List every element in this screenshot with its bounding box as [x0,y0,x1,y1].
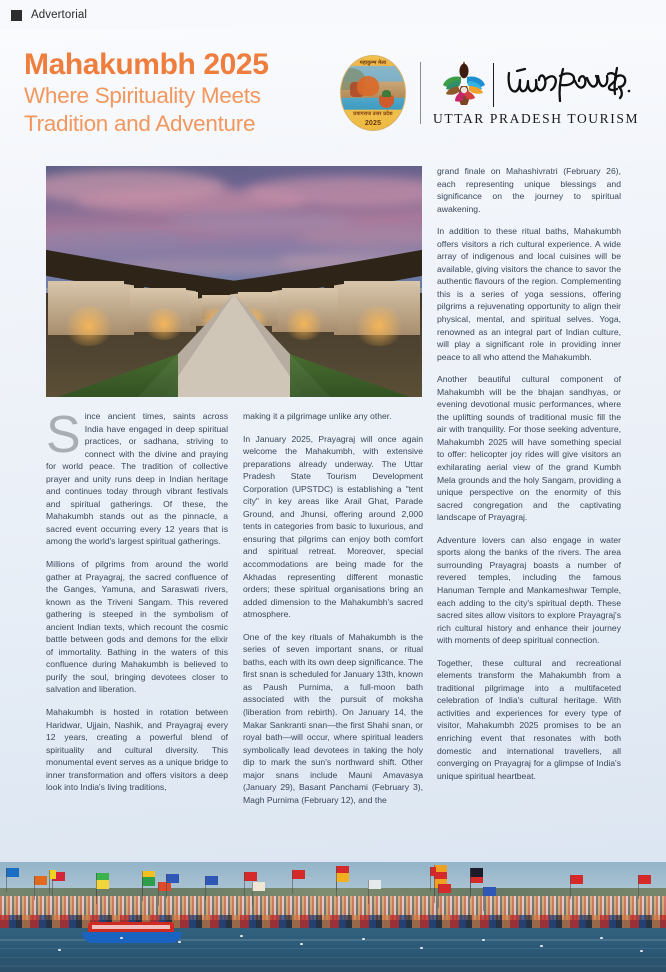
uttar-pradesh-tourism-logo [433,60,639,127]
sangam-boats-crowd-photo [0,862,666,972]
up-tourism-wordmark: UTTAR PRADESH TOURISM [433,110,640,126]
paragraph: Another beautiful cultural component of Mahakumbh will be the bhajan sandhyas, or evening devotional music performances, where the uplifting sounds of traditional music fill the air with tranquility. For those seeking adventure, Mahakumbh 2025 will have something special to offer: helicopter joy rides will give visitors an exhilarating aerial view of the grand Kumbh Mela grounds and the holy Sangam, providing a unique perspective on the enormity of this sacred congregation and the captivating landscape of Prayagraj. [437,374,621,523]
page-subtitle-line2: Tradition and Adventure [24,110,256,136]
logo-inner-divider [493,63,494,107]
page-header [0,30,666,152]
page-title: Mahakumbh 2025 [24,48,269,81]
paragraph: Adventure lovers can also engage in water sports along the banks of the rivers. The area surrounding Prayagraj boasts a number of revered temples, including the famous Hanuman Temple and Mankameshwar Temple, each adding to the city's spiritual depth. These sacred sites allow visitors to explore Prayagraj's rich cultural history and enhance their journey with moments of deep spiritual connection. [437,534,621,646]
advertorial-bar [0,0,666,30]
logo-divider [420,62,421,124]
advertorial-label: Advertorial [31,9,88,21]
article-column-1 [46,406,228,804]
paragraph [46,406,228,548]
passenger-boat [82,921,182,943]
paragraph: In addition to these ritual baths, Mahakumbh offers visitors a rich cultural experience. A wide array of indigenous and local cuisines will be available, giving visitors the chance to savor the authentic flavours of the region. Complementing this is a series of yoga sessions, offering pilgrims a rejuvenating opportunity to align their physical, mental, and spiritual selves. Yoga, renowned as an integral part of Indian culture, will play a significant role in providing inner peace to all who attend the Mahakumbh. [437,226,621,362]
emblem-top-text: महाकुम्भ मेला [359,60,387,66]
paragraph: making it a pilgrimage unlike any other. [243,411,392,421]
paragraph: In January 2025, Prayagraj will once again welcome the Mahakumbh, with extensive preparations already underway. The Uttar Pradesh State Tourism Development Corporation (UPSTDC) is establishing a "tent city" in key areas like Arail Ghat, Parade Ground, and Jhunsi, offering around 2,000 tents in categories from basic to luxurious, and ensuring that pilgrims can enjoy both comfort and spiritual retreat. Moreover, special accommodations are being made for the Akhadas representing different monastic orders; these spiritual organisations bring an added dimension to the Mahakumbh's sacred atmosphere. [243,433,423,620]
tent-city-at-dusk-photo [46,166,422,397]
article-content [0,152,666,862]
mahakumbh-emblem-icon [340,55,406,131]
filled-square-icon [11,10,22,21]
paragraph: grand finale on Mahashivratri (February 26), each representing unique blessings and significance on the journey to spiritual awakening. [437,166,621,214]
paragraph: One of the key rituals of Mahakumbh is the series of seven important snans, or ritual baths, each with its own deep significance. The first snan is scheduled for January 13th, known as Paush Purnima, a full-moon bath associated with the pursuit of moksha (liberation from rebirth). On January 14, the Makar Sankranti snan—the first Shahi snan, or royal bath—will occur, where spiritual leaders symbolically lead devotees in taking the holy dip to mark the sun's northward shift. Other major snans include Mauni Amavasya (January 29), Basant Panchami (February 3), Magh Purnima (February 12), and the [243,631,423,805]
paragraph: Mahakumbh is hosted in rotation between Haridwar, Ujjain, Nashik, and Prayagraj every 12 years, creating a powerful blend of spirituality and cultural diversity. This monumental event serves as a unique bridge to inner transformation and offers visitors a deep look into India's living traditions, [46,707,228,793]
uttar-pradesh-script-icon [503,62,631,108]
title-block [24,49,324,137]
article-column-3 [437,165,621,792]
page-subtitle-line1: Where Spirituality Meets [24,82,261,108]
paragraph: Together, these cultural and recreational elements transform the Mahakumbh from a traditional pilgrimage into a multifaceted celebration of India's cultural heritage. With activities and experiences for every type of visitor, Mahakumbh 2025 promises to be an enriching event that resonates with both domestic and international travellers, all converging on Prayagraj for a glimpse of India's unique spiritual heartbeat. [437,657,621,781]
emblem-bottom-text: प्रयागराज उत्तर प्रदेश [353,111,393,117]
logo-group [340,55,644,131]
emblem-year: 2025 [364,120,382,127]
drop-cap: S [46,406,81,464]
article-column-2 [243,410,423,816]
paragraph: Millions of pilgrims from around the world gather at Prayagraj, the sacred confluence of the Ganges, Yamuna, and Saraswati rivers, known as the Triveni Sangam. This revered gathering is steeped in the symbolism of ancient Indian texts, which recount the cosmic battle between gods and demons for the elixir of immortality. Bathing in the waters of this confluence during Mahakumbh is believed to purify the soul, bringing devotees closer to salvation and liberation. [46,559,228,695]
paragraph-text: ince ancient times, saints across India have engaged in deep spiritual practices, or sadhana, striving to connect with the divine and praying for world peace. The tradition of collective prayer and unity runs deep in Indian heritage and continues today through vibrant festivals and spiritual gatherings. Of these, the Mahakumbh stands out as the pinnacle, a sacred event occurring every 12 years that is among the world's largest spiritual gatherings. [46,411,228,547]
up-flower-emblem-icon [441,60,487,110]
